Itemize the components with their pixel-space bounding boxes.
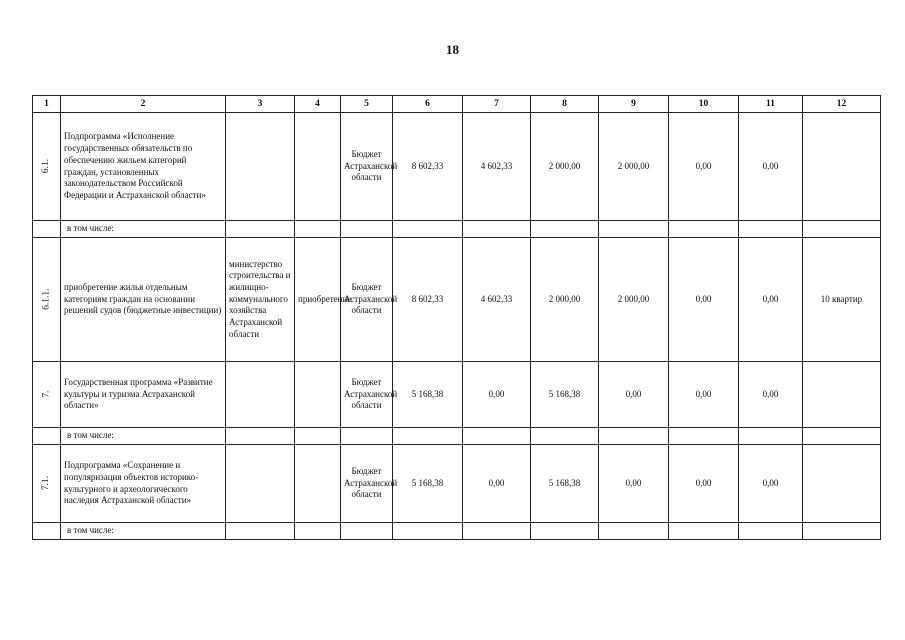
empty-cell <box>531 428 599 445</box>
col-header: 1 <box>33 96 61 113</box>
empty-cell <box>531 523 599 540</box>
col-header: 8 <box>531 96 599 113</box>
empty-cell <box>739 523 803 540</box>
year-value: 0,00 <box>463 445 531 523</box>
table-row <box>33 238 881 362</box>
funding-source: Бюджет Астраханской области <box>341 362 393 428</box>
year-value: 2 000,00 <box>599 238 669 362</box>
funding-source: Бюджет Астраханской области <box>341 445 393 523</box>
empty-cell <box>295 523 341 540</box>
subtotal-label-row <box>33 428 881 445</box>
col-header: 10 <box>669 96 739 113</box>
year-value: 2 000,00 <box>599 113 669 221</box>
subtotal-label-row <box>33 221 881 238</box>
empty-cell <box>669 523 739 540</box>
item-name: Подпрограмма «Исполнение государственных обязательств по обеспечению жильем категорий граждан, установленных законодательством Российской Федерации и Астраханской области» <box>61 113 226 221</box>
col-header: 4 <box>295 96 341 113</box>
year-value: 0,00 <box>599 445 669 523</box>
budget-table <box>32 95 881 540</box>
table-row <box>33 113 881 221</box>
table-row <box>33 445 881 523</box>
empty-cell <box>803 523 881 540</box>
year-value: 0,00 <box>669 362 739 428</box>
year-value: 2 000,00 <box>531 113 599 221</box>
col-header: 5 <box>341 96 393 113</box>
event <box>295 445 341 523</box>
item-name: Государственная программа «Развитие культуры и туризма Астраханской области» <box>61 362 226 428</box>
empty-cell <box>226 428 295 445</box>
empty-cell <box>393 428 463 445</box>
executor <box>226 113 295 221</box>
deadline: 10 квартир <box>803 238 881 362</box>
year-value: 0,00 <box>739 445 803 523</box>
executor <box>226 362 295 428</box>
funding-source: Бюджет Астраханской области <box>341 113 393 221</box>
empty-cell <box>599 523 669 540</box>
empty-cell <box>803 221 881 238</box>
year-value: 0,00 <box>669 113 739 221</box>
executor <box>226 445 295 523</box>
year-value: 2 000,00 <box>531 238 599 362</box>
item-name: приобретение жилья отдельным категориям граждан на основании решений судов (бюджетные инвестиции) <box>61 238 226 362</box>
row-number: 7.1. <box>33 445 61 523</box>
deadline <box>803 362 881 428</box>
empty-cell <box>531 221 599 238</box>
year-value: 0,00 <box>739 362 803 428</box>
year-value: 0,00 <box>669 445 739 523</box>
empty-cell <box>463 428 531 445</box>
empty-cell <box>739 221 803 238</box>
year-value: 0,00 <box>599 362 669 428</box>
sub-label: в том числе: <box>61 221 226 238</box>
row-number: 6.1.1. <box>33 238 61 362</box>
empty-cell <box>341 523 393 540</box>
page-number: 18 <box>446 42 459 57</box>
empty-cell <box>226 221 295 238</box>
col-header: 9 <box>599 96 669 113</box>
year-value: 4 602,33 <box>463 113 531 221</box>
item-name: Подпрограмма «Сохранение и популяризация объектов историко-культурного и археологического наследия Астраханской области» <box>61 445 226 523</box>
empty-cell <box>669 221 739 238</box>
empty-cell <box>295 221 341 238</box>
year-value: 0,00 <box>739 238 803 362</box>
empty-cell <box>463 221 531 238</box>
empty-cell <box>599 428 669 445</box>
col-header: 6 <box>393 96 463 113</box>
table-row <box>33 362 881 428</box>
empty-cell <box>599 221 669 238</box>
col-header: 3 <box>226 96 295 113</box>
event: приобретение <box>295 238 341 362</box>
row-number: 6.1. <box>33 113 61 221</box>
empty-cell <box>739 428 803 445</box>
col-header: 2 <box>61 96 226 113</box>
total-value: 8 602,33 <box>393 113 463 221</box>
empty-cell <box>393 523 463 540</box>
col-header: 11 <box>739 96 803 113</box>
year-value: 5 168,38 <box>531 362 599 428</box>
sub-label: в том числе: <box>61 428 226 445</box>
funding-source: Бюджет Астраханской области <box>341 238 393 362</box>
total-value: 5 168,38 <box>393 362 463 428</box>
empty-cell <box>226 523 295 540</box>
empty-cell <box>33 523 61 540</box>
empty-cell <box>463 523 531 540</box>
empty-cell <box>393 221 463 238</box>
subtotal-label-row <box>33 523 881 540</box>
deadline <box>803 113 881 221</box>
sub-label: в том числе: <box>61 523 226 540</box>
col-header: 12 <box>803 96 881 113</box>
empty-cell <box>33 221 61 238</box>
year-value: 5 168,38 <box>531 445 599 523</box>
year-value: 0,00 <box>739 113 803 221</box>
empty-cell <box>295 428 341 445</box>
event <box>295 362 341 428</box>
empty-cell <box>803 428 881 445</box>
year-value: 0,00 <box>669 238 739 362</box>
empty-cell <box>341 221 393 238</box>
empty-cell <box>33 428 61 445</box>
total-value: 5 168,38 <box>393 445 463 523</box>
total-value: 8 602,33 <box>393 238 463 362</box>
empty-cell <box>341 428 393 445</box>
event <box>295 113 341 221</box>
row-number: 7. <box>33 362 61 428</box>
col-header: 7 <box>463 96 531 113</box>
executor: министерство строительства и жилищно-коммунального хозяйства Астраханской области <box>226 238 295 362</box>
empty-cell <box>669 428 739 445</box>
year-value: 0,00 <box>463 362 531 428</box>
deadline <box>803 445 881 523</box>
header-row <box>33 96 881 113</box>
year-value: 4 602,33 <box>463 238 531 362</box>
